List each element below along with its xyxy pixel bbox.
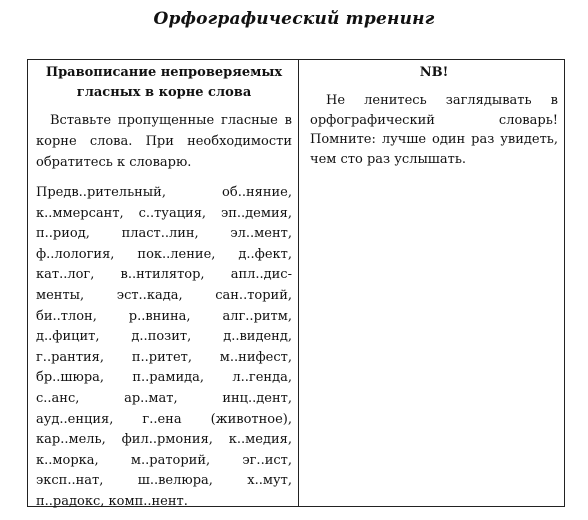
word-item: д..фицит, xyxy=(36,329,100,345)
word-row xyxy=(36,224,292,245)
word-row xyxy=(36,410,292,431)
word-item: сан..торий, xyxy=(215,287,292,303)
page-title: Орфографический тренинг xyxy=(153,9,435,29)
word-item: эл..мент, xyxy=(230,226,292,242)
word-item: Предв..рительный, xyxy=(36,185,166,200)
word-item: эст..када, xyxy=(116,287,183,303)
word-item: х..мут, xyxy=(247,473,292,489)
word-item: п..рамида, xyxy=(132,370,205,386)
left-column-heading xyxy=(36,63,292,103)
column-divider xyxy=(298,60,299,506)
word-row xyxy=(36,348,292,369)
word-row xyxy=(36,389,292,410)
word-item: эп..демия, xyxy=(220,205,292,221)
word-item: апл..дис- xyxy=(230,267,292,283)
word-row xyxy=(36,245,292,266)
word-row xyxy=(36,430,292,451)
word-row xyxy=(36,327,292,348)
word-item: д..позит, xyxy=(131,329,192,345)
word-item: п..ритет, xyxy=(131,349,192,365)
word-item: м..нифест, xyxy=(219,349,292,365)
word-item: п..риод, xyxy=(36,226,90,242)
word-item: кат..лог, xyxy=(36,267,95,283)
left-column xyxy=(36,63,292,513)
left-heading-line-2: гласных в корне слова xyxy=(76,85,252,100)
word-item: в..нтилятор, xyxy=(120,267,205,283)
word-item: м..раторий, xyxy=(130,452,211,468)
word-item: п..радокс, комп..нент. xyxy=(36,493,188,509)
word-item: пок..ление, xyxy=(137,246,216,262)
exercise-table xyxy=(27,59,565,507)
word-item: г..рантия, xyxy=(36,349,105,365)
word-item: к..морка, xyxy=(36,452,99,468)
word-row xyxy=(36,368,292,389)
word-item: ф..лология, xyxy=(36,246,115,262)
word-row xyxy=(36,471,292,492)
word-row xyxy=(36,451,292,472)
word-item: инц..дент, xyxy=(222,390,292,406)
word-item: ш..велюра, xyxy=(137,473,213,489)
word-item: к..ммерсант, xyxy=(36,205,124,221)
word-item: бр..шюра, xyxy=(36,370,105,386)
word-list xyxy=(36,183,292,513)
word-row xyxy=(36,204,292,225)
word-item: эг..ист, xyxy=(242,452,292,468)
word-item: к..медия, xyxy=(228,432,292,448)
instruction-text: Вставьте пропущенные гласные в корне слова. При необходимости обратитесь к словарю. xyxy=(36,113,292,170)
word-item: кар..мель, xyxy=(36,432,106,448)
word-item: д..фект, xyxy=(238,246,292,262)
word-item: (животное), xyxy=(210,411,292,427)
word-item: менты, xyxy=(36,287,85,303)
word-row xyxy=(36,492,292,513)
word-item: г..ена xyxy=(142,411,182,427)
word-row xyxy=(36,183,292,204)
word-item: би..тлон, xyxy=(36,308,97,324)
word-item: с..анс, xyxy=(36,390,80,406)
word-item: об..няние, xyxy=(222,185,292,200)
word-item: фил..рмония, xyxy=(121,432,213,448)
word-item: пласт..лин, xyxy=(121,226,199,242)
word-item: алг..ритм, xyxy=(222,308,292,324)
word-row xyxy=(36,286,292,307)
word-item: с..туация, xyxy=(138,205,207,221)
nb-text: Не ленитесь заглядывать в орфографический словарь! Помните: лучше один раз увидеть, чем сто раз услышать. xyxy=(310,93,558,167)
word-item: р..внина, xyxy=(128,308,191,324)
left-heading-line-1: Правописание непроверяемых xyxy=(45,65,283,80)
word-item: эксп..нат, xyxy=(36,473,104,489)
nb-heading: NB! xyxy=(419,65,449,80)
right-column xyxy=(310,63,558,169)
word-item: ауд..енция, xyxy=(36,411,114,427)
word-row xyxy=(36,307,292,328)
word-item: ар..мат, xyxy=(124,390,178,406)
word-item: д..виденд, xyxy=(223,329,292,345)
word-item: л..генда, xyxy=(232,370,292,386)
word-row xyxy=(36,265,292,286)
